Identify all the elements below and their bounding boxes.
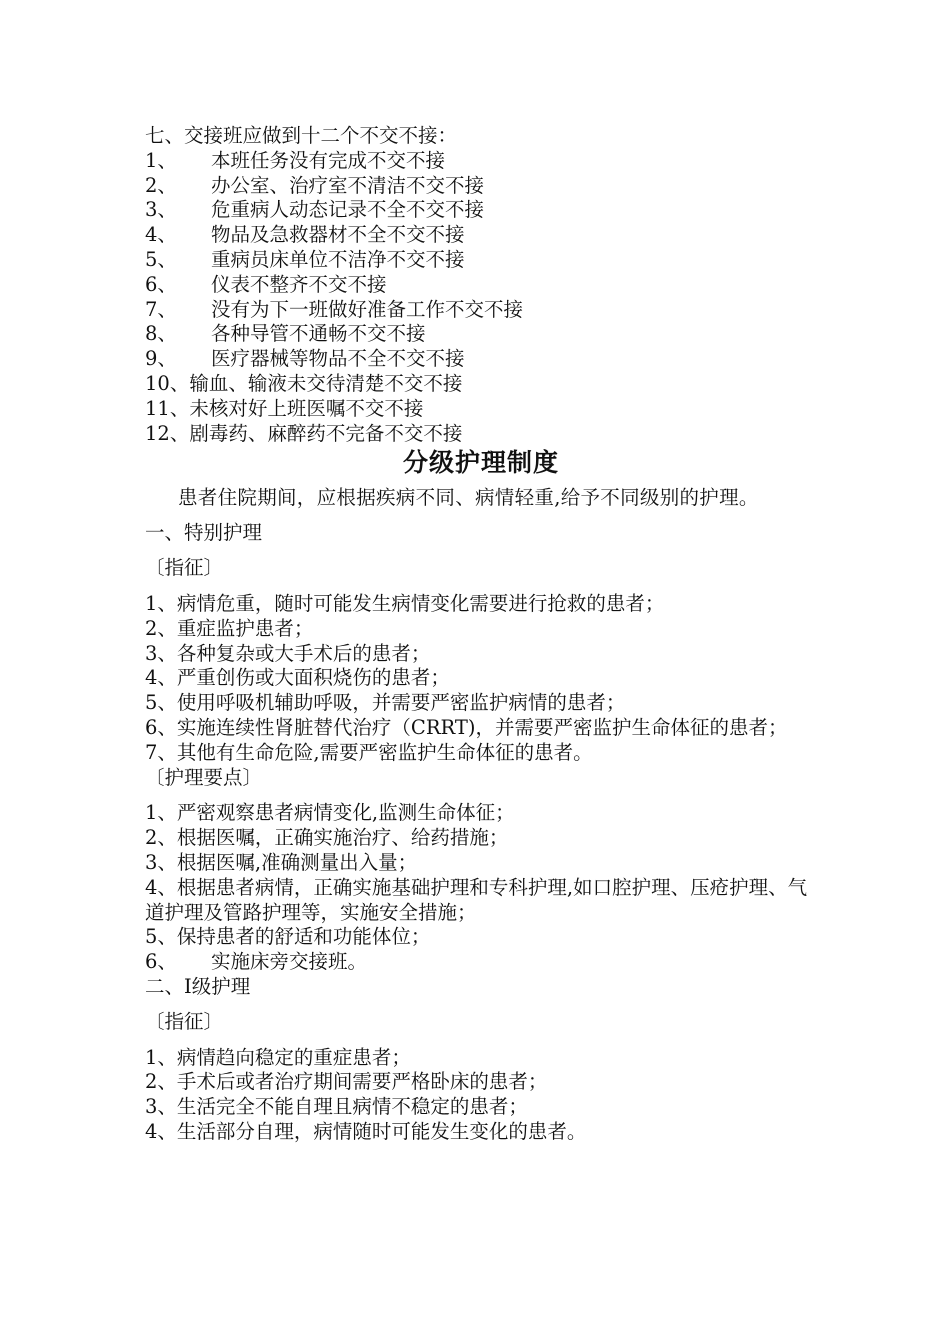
list-item: 4、 物品及急救器材不全不交不接: [145, 223, 465, 247]
intro-paragraph: 患者住院期间，应根据疾病不同、病情轻重,给予不同级别的护理。: [178, 486, 759, 510]
list-item: 8、 各种导管不通畅不交不接: [145, 322, 426, 346]
list-item: 7、其他有生命危险,需要严密监护生命体征的患者。: [145, 740, 593, 764]
list-item: 5、保持患者的舒适和功能体位；: [145, 925, 431, 949]
list-item: 3、各种复杂或大手术后的患者；: [145, 641, 431, 665]
list-item: 3、生活完全不能自理且病情不稳定的患者；: [145, 1095, 528, 1119]
list-item: 1、严密观察患者病情变化,监测生命体征；: [145, 801, 515, 825]
list-item: 5、使用呼吸机辅助呼吸，并需要严密监护病情的患者；: [145, 691, 626, 715]
list-item: 2、手术后或者治疗期间需要严格卧床的患者；: [145, 1070, 548, 1094]
indication-label: 〔指征〕: [145, 1009, 224, 1033]
list-item: 10、输血、输液未交待清楚不交不接: [145, 371, 463, 395]
list-item: 2、根据医嘱，正确实施治疗、给药措施；: [145, 826, 509, 850]
list-item: 11、未核对好上班医嘱不交不接: [145, 396, 424, 420]
list-item: 9、 医疗器械等物品不全不交不接: [145, 347, 465, 371]
level1-care-heading: 二、I级护理: [145, 974, 251, 998]
page-title: 分级护理制度: [402, 448, 559, 478]
handover-list: [145, 149, 817, 447]
list-item: 1、病情趋向稳定的重症患者；: [145, 1045, 411, 1069]
list-item: 1、 本班任务没有完成不交不接: [145, 148, 446, 172]
list-item: 4、根据患者病情，正确实施基础护理和专科护理,如口腔护理、压疮护理、气道护理及管路护理等，实施安全措施；: [145, 875, 808, 924]
handover-heading: 七、交接班应做到十二个不交不接：: [145, 124, 458, 147]
list-item: 2、重症监护患者；: [145, 616, 314, 640]
special-indications-list: [145, 592, 817, 766]
list-item: 4、生活部分自理，病情随时可能发生变化的患者。: [145, 1119, 587, 1143]
list-item: 2、 办公室、治疗室不清洁不交不接: [145, 173, 485, 197]
list-item: 12、剧毒药、麻醉药不完备不交不接: [145, 421, 463, 445]
list-item: 6、 实施床旁交接班。: [145, 950, 368, 974]
document-page: [145, 124, 817, 1145]
list-item: 4、严重创伤或大面积烧伤的患者；: [145, 666, 450, 690]
list-item: 7、 没有为下一班做好准备工作不交不接: [145, 297, 524, 321]
level1-indications-list: [145, 1046, 817, 1145]
indication-label: 〔指征〕: [145, 556, 224, 580]
list-item: 3、根据医嘱,准确测量出入量；: [145, 850, 418, 874]
list-item: 3、 危重病人动态记录不全不交不接: [145, 198, 485, 222]
special-care-heading: 一、特别护理: [145, 521, 263, 545]
list-item: 5、 重病员床单位不洁净不交不接: [145, 247, 465, 271]
key-points-label: 〔护理要点〕: [145, 765, 263, 789]
list-item: 1、病情危重，随时可能发生病情变化需要进行抢救的患者；: [145, 591, 665, 615]
list-item: 6、实施连续性肾脏替代治疗（CRRT)，并需要严密监护生命体征的患者；: [145, 715, 788, 739]
list-item: 6、 仪表不整齐不交不接: [145, 272, 387, 296]
special-key-points-list: [145, 801, 817, 975]
